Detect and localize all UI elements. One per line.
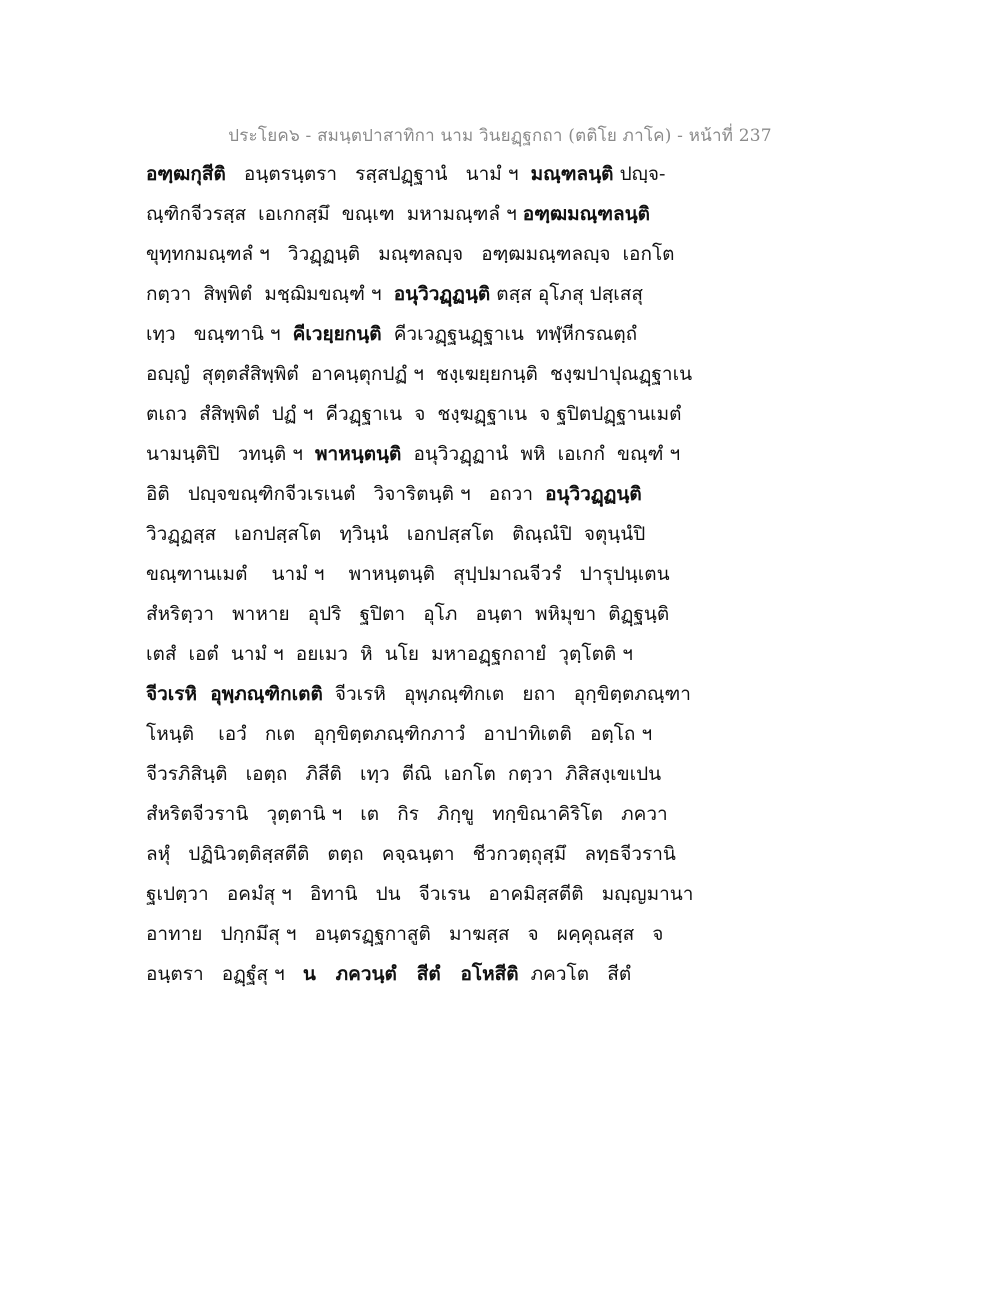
text-line — [146, 677, 706, 717]
text-line — [146, 357, 706, 397]
text-segment: คีวเวฏฺฐนฏฺฐาเน ทฬฺหีกรณตฺถํ — [381, 323, 638, 345]
text-segment: อญฺญํ สุตฺตสํสิพฺพิตํ อาคนฺตุกปฏํ ฯ ชงฺเฆยฺยกนฺติ ชงฺฆปาปุณฏฺฐาเน — [146, 363, 693, 385]
text-line — [146, 397, 706, 437]
text-segment: ลหุํ ปฏินิวตฺติสฺสตีติ ตตฺถ คจฺฉนฺตา ชีวกวตฺถุสฺมึ ลทฺธจีวรานิ — [146, 843, 676, 865]
text-line — [146, 477, 706, 517]
text-line — [146, 197, 706, 237]
text-segment: นามนฺติปิ วทนฺติ ฯ — [146, 443, 315, 465]
text-line — [146, 237, 706, 277]
text-segment: ตเถว สํสิพฺพิตํ ปฏํ ฯ คีวฏฺฐาเน จ ชงฺฆฏฺฐาเน จ ฐปิตปฏฺฐานเมตํ — [146, 403, 682, 425]
text-segment: จีวเรหิ อุพฺภณฺฑิกเต ยถา อุกฺขิตฺตภณฺฑา — [322, 683, 691, 705]
bold-term: น ภควนฺตํ สีตํ อโหสีติ — [302, 963, 519, 985]
text-segment: ตสฺส อุโภสุ ปสฺเสสุ — [490, 283, 643, 305]
text-segment: ณฺฑิกจีวรสฺส เอเกกสฺมึ ขณฺเฑ มหามณฺฑลํ ฯ — [146, 203, 523, 225]
page-header: ประโยค๖ - สมนฺตปาสาทิกา นาม วินยฏฺฐกถา (ตติโย ภาโค) - หน้าที่ 237 — [228, 126, 772, 146]
text-segment: วิวฏฺฏสฺส เอกปสฺสโต ทฺวินฺนํ เอกปสฺสโต ติณฺณํปิ จตุนฺนํปิ — [146, 523, 646, 545]
text-segment: อิติ ปญฺจขณฺฑิกจีวเรเนตํ วิจาริตนฺติ ฯ อถวา — [146, 483, 546, 505]
bold-term: อนุวิวฏฺฏนฺติ — [393, 283, 491, 305]
text-segment: สํหริตฺวา พาหาย อุปริ ฐปิตา อุโภ อนฺตา พหิมุขา ติฏฺฐนฺติ — [146, 603, 670, 625]
bold-term: มณฺฑลนฺติ — [530, 163, 614, 185]
text-segment: เทฺว ขณฺฑานิ ฯ — [146, 323, 293, 345]
text-line — [146, 157, 706, 197]
text-line — [146, 917, 706, 957]
text-line — [146, 797, 706, 837]
body-text — [146, 157, 706, 997]
text-segment: เตสํ เอตํ นามํ ฯ อยเมว หิ นโย มหาอฏฺฐกถายํ วุตฺโตติ ฯ — [146, 643, 633, 665]
text-segment: ขณฺฑานเมตํ นามํ ฯ พาหนฺตนฺติ สุปฺปมาณจีวรํ ปารุปนฺเตน — [146, 563, 670, 585]
text-line — [146, 717, 706, 757]
text-line — [146, 517, 706, 557]
text-segment: ปญฺจ- — [613, 163, 666, 185]
bold-term: คีเวยฺยกนฺติ — [292, 323, 382, 345]
text-segment: อนฺตรนฺตรา รสฺสปฏฺฐานํ นามํ ฯ — [225, 163, 531, 185]
text-line — [146, 597, 706, 637]
text-line — [146, 317, 706, 357]
bold-term: อฑฺฒมณฺฑลนฺติ — [522, 203, 651, 225]
text-segment: กตฺวา สิพฺพิตํ มชฺฌิมขณฺฑํ ฯ — [146, 283, 394, 305]
text-segment: ฐเปตฺวา อคมํสุ ฯ อิทานิ ปน จีวเรน อาคมิสฺสตีติ มญฺญมานา — [146, 883, 694, 905]
text-segment: จีวรภิสินฺติ เอตฺถ ภิสีติ เทฺว ตีณิ เอกโต กตฺวา ภิสิสงฺเขเปน — [146, 763, 662, 785]
text-segment: ภควโต สีตํ — [518, 963, 632, 985]
text-segment: สํหริตจีวรานิ วุตฺตานิ ฯ เต กิร ภิกฺขู ทกฺขิณาคิริโต ภควา — [146, 803, 668, 825]
text-line — [146, 837, 706, 877]
text-line — [146, 437, 706, 477]
text-line — [146, 557, 706, 597]
text-line — [146, 637, 706, 677]
text-segment: อาทาย ปกฺกมึสุ ฯ อนฺตรฏฺฐกาสูติ มาฆสฺส จ ผคฺคุณสฺส จ — [146, 923, 664, 945]
text-segment: โหนฺติ เอวํ กเต อุกฺขิตฺตภณฺฑิกภาวํ อาปาทิเตติ อตฺโถ ฯ — [146, 723, 653, 745]
text-segment: อนฺตรา อฏฺฐํสุ ฯ — [146, 963, 303, 985]
text-segment: อนุวิวฏฺฏานํ พหิ เอเกกํ ขณฺฑํ ฯ — [401, 443, 681, 465]
text-line — [146, 877, 706, 917]
text-line — [146, 757, 706, 797]
text-line — [146, 277, 706, 317]
text-line — [146, 957, 706, 997]
text-segment: ขุทฺทกมณฺฑลํ ฯ วิวฏฺฏนฺติ มณฺฑลญฺจ อฑฺฒมณฺฑลญฺจ เอกโต — [146, 243, 675, 265]
bold-term: อฑฺฒกุสีติ — [146, 163, 226, 185]
bold-term: อนุวิวฏฺฏนฺติ — [545, 483, 642, 505]
bold-term: พาหนฺตนฺติ — [315, 443, 402, 465]
bold-term: จีวเรหิ อุพฺภณฺฑิกเตติ — [146, 683, 323, 705]
